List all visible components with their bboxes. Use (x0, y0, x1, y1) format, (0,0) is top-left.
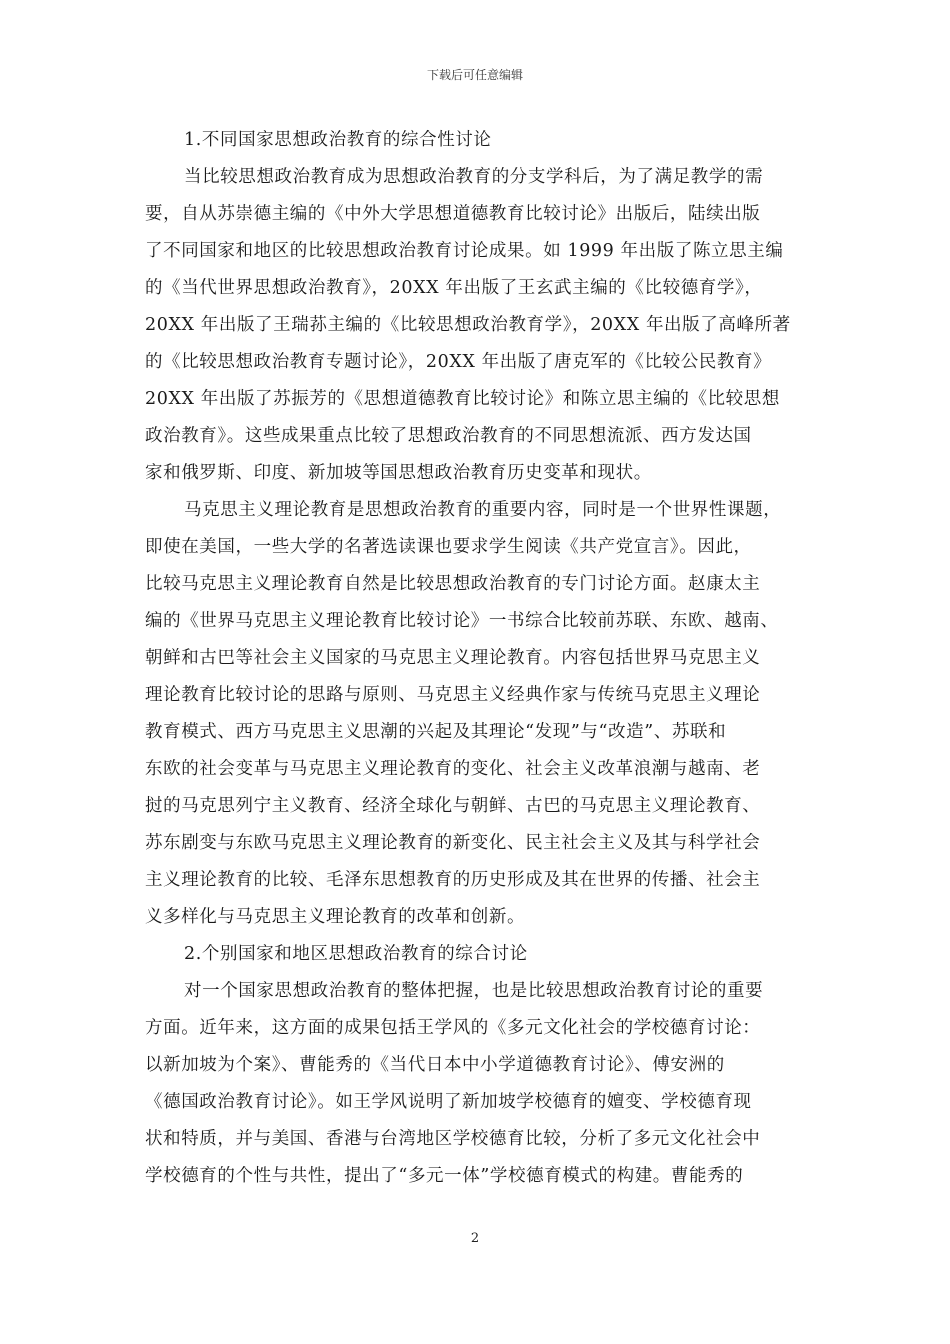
section-heading: 2.个别国家和地区思想政治教育的综合讨论 (184, 944, 528, 964)
text-line: 对一个国家思想政治教育的整体把握，也是比较思想政治教育讨论的重要 (184, 981, 764, 1001)
text-line: 政治教育》。这些成果重点比较了思想政治教育的不同思想流派、西方发达国 (145, 426, 752, 446)
text-line: 朝鲜和古巴等社会主义国家的马克思主义理论教育。内容包括世界马克思主义 (145, 648, 761, 668)
text-line: 的《当代世界思想政治教育》，20XX 年出版了王玄武主编的《比较德育学》， (145, 278, 763, 298)
text-line: 学校德育的个性与共性，提出了“多元一体”学校德育模式的构建。曹能秀的 (145, 1166, 744, 1186)
text-line: 比较马克思主义理论教育自然是比较思想政治教育的专门讨论方面。赵康太主 (145, 574, 761, 594)
text-line: 当比较思想政治教育成为思想政治教育的分支学科后，为了满足教学的需 (184, 167, 764, 187)
text-line: 状和特质，并与美国、香港与台湾地区学校德育比较，分析了多元文化社会中 (145, 1129, 761, 1149)
page-number: 2 (470, 1231, 480, 1246)
text-line: 即使在美国，一些大学的名著选读课也要求学生阅读《共产党宣言》。因此， (145, 537, 752, 557)
text-line: 教育模式、西方马克思主义思潮的兴起及其理论“发现”与“改造”、苏联和 (145, 722, 727, 742)
text-line: 20XX 年出版了王瑞荪主编的《比较思想政治教育学》，20XX 年出版了高峰所著 (145, 315, 791, 335)
text-line: 方面。近年来，这方面的成果包括王学风的《多元文化社会的学校德育讨论： (145, 1018, 761, 1038)
text-line: 马克思主义理论教育是思想政治教育的重要内容，同时是一个世界性课题， (184, 500, 782, 520)
text-line: 了不同国家和地区的比较思想政治教育讨论成果。如 1999 年出版了陈立思主编 (145, 241, 784, 261)
text-line: 义多样化与马克思主义理论教育的改革和创新。 (145, 907, 526, 927)
text-line: 《德国政治教育讨论》。如王学风说明了新加坡学校德育的嬗变、学校德育现 (145, 1092, 752, 1112)
text-line: 以新加坡为个案》、曹能秀的《当代日本中小学道德教育讨论》、傅安洲的 (145, 1055, 725, 1075)
text-line: 家和俄罗斯、印度、新加坡等国思想政治教育历史变革和现状。 (145, 463, 652, 483)
text-line: 编的《世界马克思主义理论教育比较讨论》一书综合比较前苏联、东欧、越南、 (145, 611, 779, 631)
text-line: 苏东剧变与东欧马克思主义理论教育的新变化、民主社会主义及其与科学社会 (145, 833, 761, 853)
text-line: 东欧的社会变革与马克思主义理论教育的变化、社会主义改革浪潮与越南、老 (145, 759, 761, 779)
text-line: 20XX 年出版了苏振芳的《思想道德教育比较讨论》和陈立思主编的《比较思想 (145, 389, 780, 409)
text-line: 理论教育比较讨论的思路与原则、马克思主义经典作家与传统马克思主义理论 (145, 685, 761, 705)
section-heading: 1.不同国家思想政治教育的综合性讨论 (184, 130, 492, 150)
page-header: 下载后可任意编辑 (426, 68, 523, 82)
text-line: 挝的马克思列宁主义教育、经济全球化与朝鲜、古巴的马克思主义理论教育、 (145, 796, 761, 816)
document-body (145, 122, 810, 1195)
text-line: 的《比较思想政治教育专题讨论》，20XX 年出版了唐克军的《比较公民教育》 (145, 352, 772, 372)
text-line: 要，自从苏崇德主编的《中外大学思想道德教育比较讨论》出版后，陆续出版 (145, 204, 761, 224)
text-line: 主义理论教育的比较、毛泽东思想教育的历史形成及其在世界的传播、社会主 (145, 870, 761, 890)
